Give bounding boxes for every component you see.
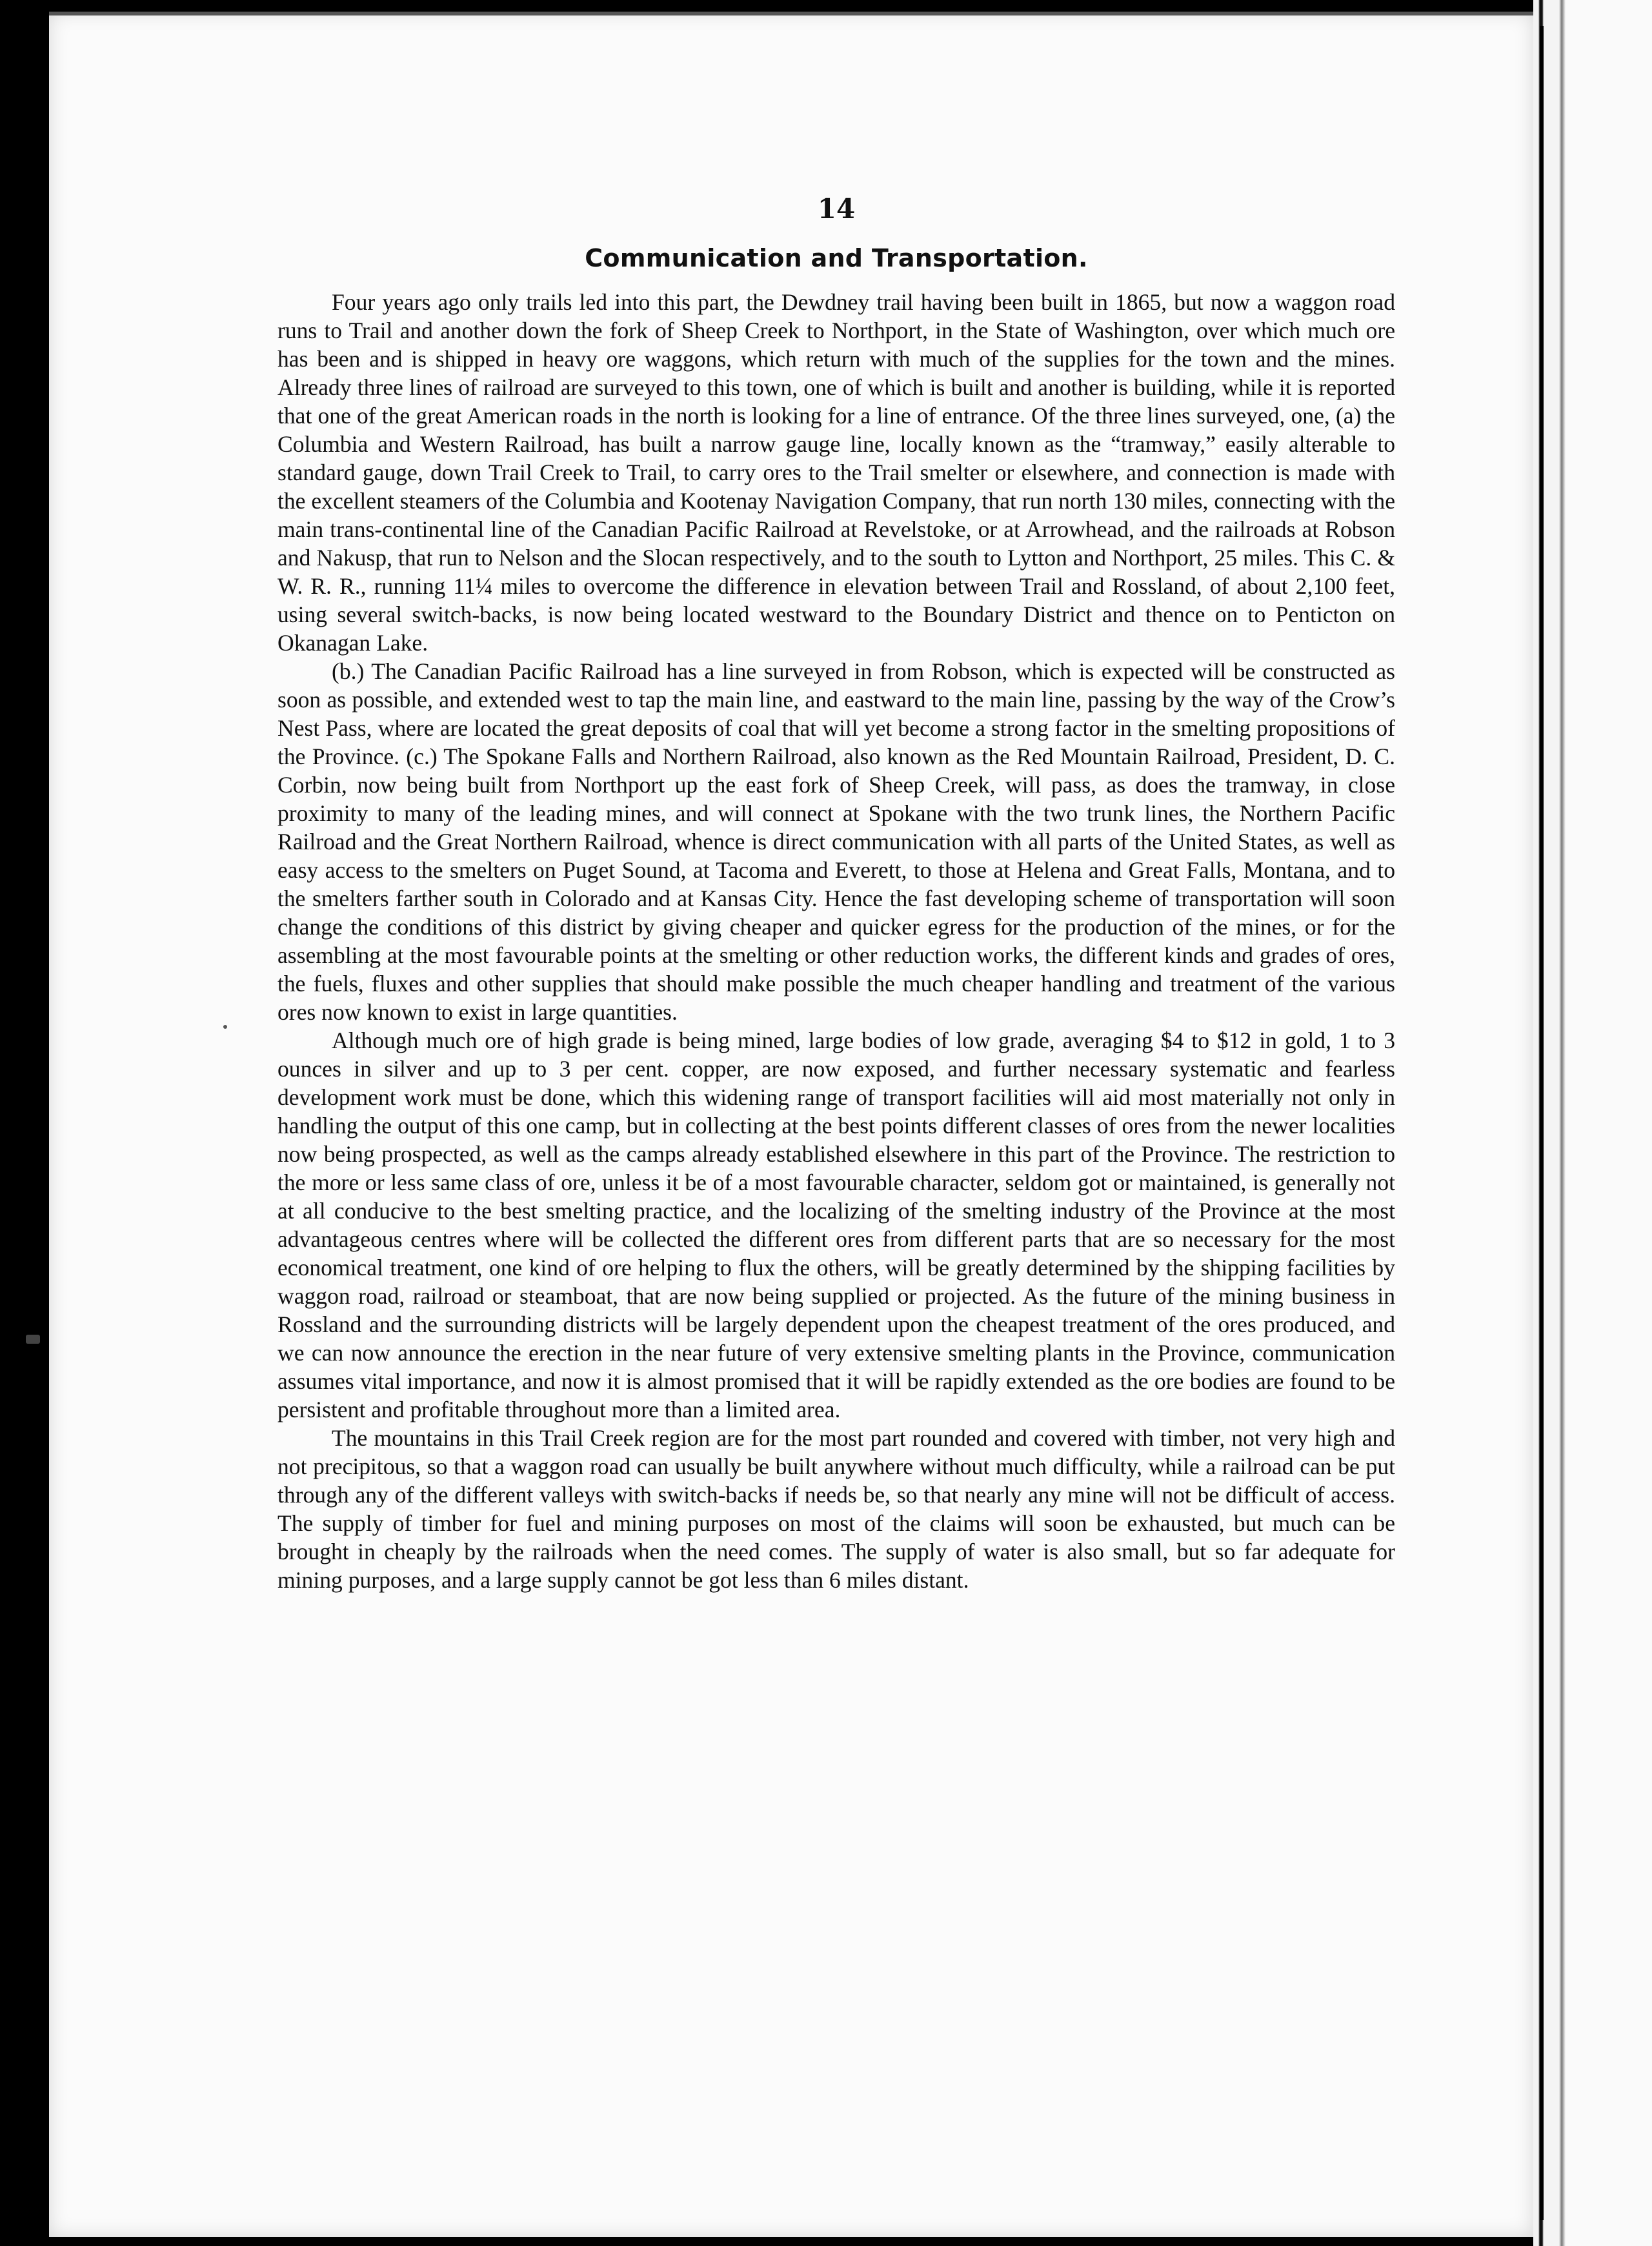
paragraph-mountains: The mountains in this Trail Creek region are for the most part rounded and covered with timber, not very high and not precipitous, so that a waggon road can usually be built anywhere without much difficulty, while a railroad can be put through any of the different valleys with switch-backs if needs be, so that nearly any mine will not be difficult of access. The supply of timber for fuel and mining purposes on most of the claims will soon be exhausted, but much can be brought in cheaply by the railroads when the need comes. The supply of water is also small, but so far adequate for mining purposes, and a large supply cannot be got less than 6 miles distant.	[277, 1425, 1395, 1593]
paragraph-overview: Four years ago only trails led into this part, the Dewdney trail having been built in 1865, but now a waggon road runs to Trail and another down the fork of Sheep Creek to Northport, in the State of Washington, over which much ore has been and is shipped in heavy ore waggons, which return with much of the supplies for the town and the mines. Already three lines of railroad are surveyed to this town, one of which is built and another is building, while it is reported that one of the great American roads in the north is looking for a line of entrance. Of the three lines surveyed, one, (a) the Columbia and Western Railroad, has built a narrow gauge line, locally known as the “tramway,” easily alterable to standard gauge, down Trail Creek to Trail, to carry ores to the Trail smelter or elsewhere, and connection is made with the excellent steamers of the Columbia and Kootenay Navigation Company, that run north 130 miles, connecting with the main trans-continental line of the Canadian Pacific Railroad at Revelstoke, or at Arrowhead, and the railroads at Robson and Nakusp, that run to Nelson and the Slocan respectively, and to the south to Lytton and Northport, 25 miles. This C. & W. R. R., running 11¼ miles to overcome the difference in elevation between Trail and Rossland, of about 2,100 feet, using several switch-backs, is now being located westward to the Boundary District and thence on to Penticton on Okanagan Lake.	[277, 289, 1395, 656]
binding-fold-edge	[1533, 0, 1652, 2246]
margin-dot-mark	[223, 1025, 227, 1029]
top-edge-rule	[49, 12, 1533, 15]
paragraph-railroads: (b.) The Canadian Pacific Railroad has a line surveyed in from Robson, which is expected will be constructed as soon as possible, and extended west to tap the main line, and eastward to the main line, passing by the way of the Crow’s Nest Pass, where are located the great deposits of coal that will yet become a strong factor in the smelting propositions of the Province. (c.) The Spokane Falls and Northern Railroad, also known as the Red Mountain Railroad, President, D. C. Corbin, now being built from Northport up the east fork of Sheep Creek, will pass, as does the tramway, in close proximity to many of the leading mines, and will connect at Spokane with the two trunk lines, the Northern Pacific Railroad and the Great Northern Railroad, whence is direct communication with all parts of the United States, as well as easy access to the smelters on Puget Sound, at Tacoma and Everett, to those at Helena and Great Falls, Montana, and to the smelters farther south in Colorado and at Kansas City. Hence the fast developing scheme of transportation will soon change the conditions of this district by giving cheaper and quicker egress for the production of the mines, or for the assembling at the most favourable points at the smelting or other reduction works, the different kinds and grades of ores, the fuels, fluxes and other supplies that should make possible the much cheaper handling and treatment of the various ores now known to exist in large quantities.	[277, 658, 1395, 1025]
binding-fold-line	[1540, 26, 1544, 2220]
page-number: 14	[817, 193, 856, 225]
section-title: Communication and Transportation.	[585, 244, 1088, 272]
page-body	[277, 191, 1395, 1594]
margin-blot-mark	[26, 1335, 40, 1344]
paragraph-ore-grades: Although much ore of high grade is being mined, large bodies of low grade, averaging $4 to $12 in gold, 1 to 3 ounces in silver and up to 3 per cent. copper, are now exposed, and further necessary systematic and fearless development work must be done, which this widening range of transport facilities will aid most materially not only in handling the output of this one camp, but in collecting at the best points different classes of ores from the newer localities now being prospected, as well as the camps already established elsewhere in this part of the Province. The restriction to the more or less same class of ore, unless it be of a most favourable character, seldom got or maintained, is generally not at all conducive to the best smelting practice, and the localizing of the smelting industry of the Province at the most advantageous centres where will be collected the different ores from different parts that are so necessary for the most economical treatment, one kind of ore helping to flux the others, will be greatly determined by the shipping facilities by waggon road, railroad or steamboat, that are now being supplied or projected. As the future of the mining business in Rossland and the surrounding districts will be largely dependent upon the cheapest treatment of the ores produced, and we can now announce the erection in the near future of very extensive smelting plants in the Province, communication assumes vital importance, and now it is almost promised that it will be rapidly extended as the ore bodies are found to be persistent and profitable throughout more than a limited area.	[277, 1027, 1395, 1422]
